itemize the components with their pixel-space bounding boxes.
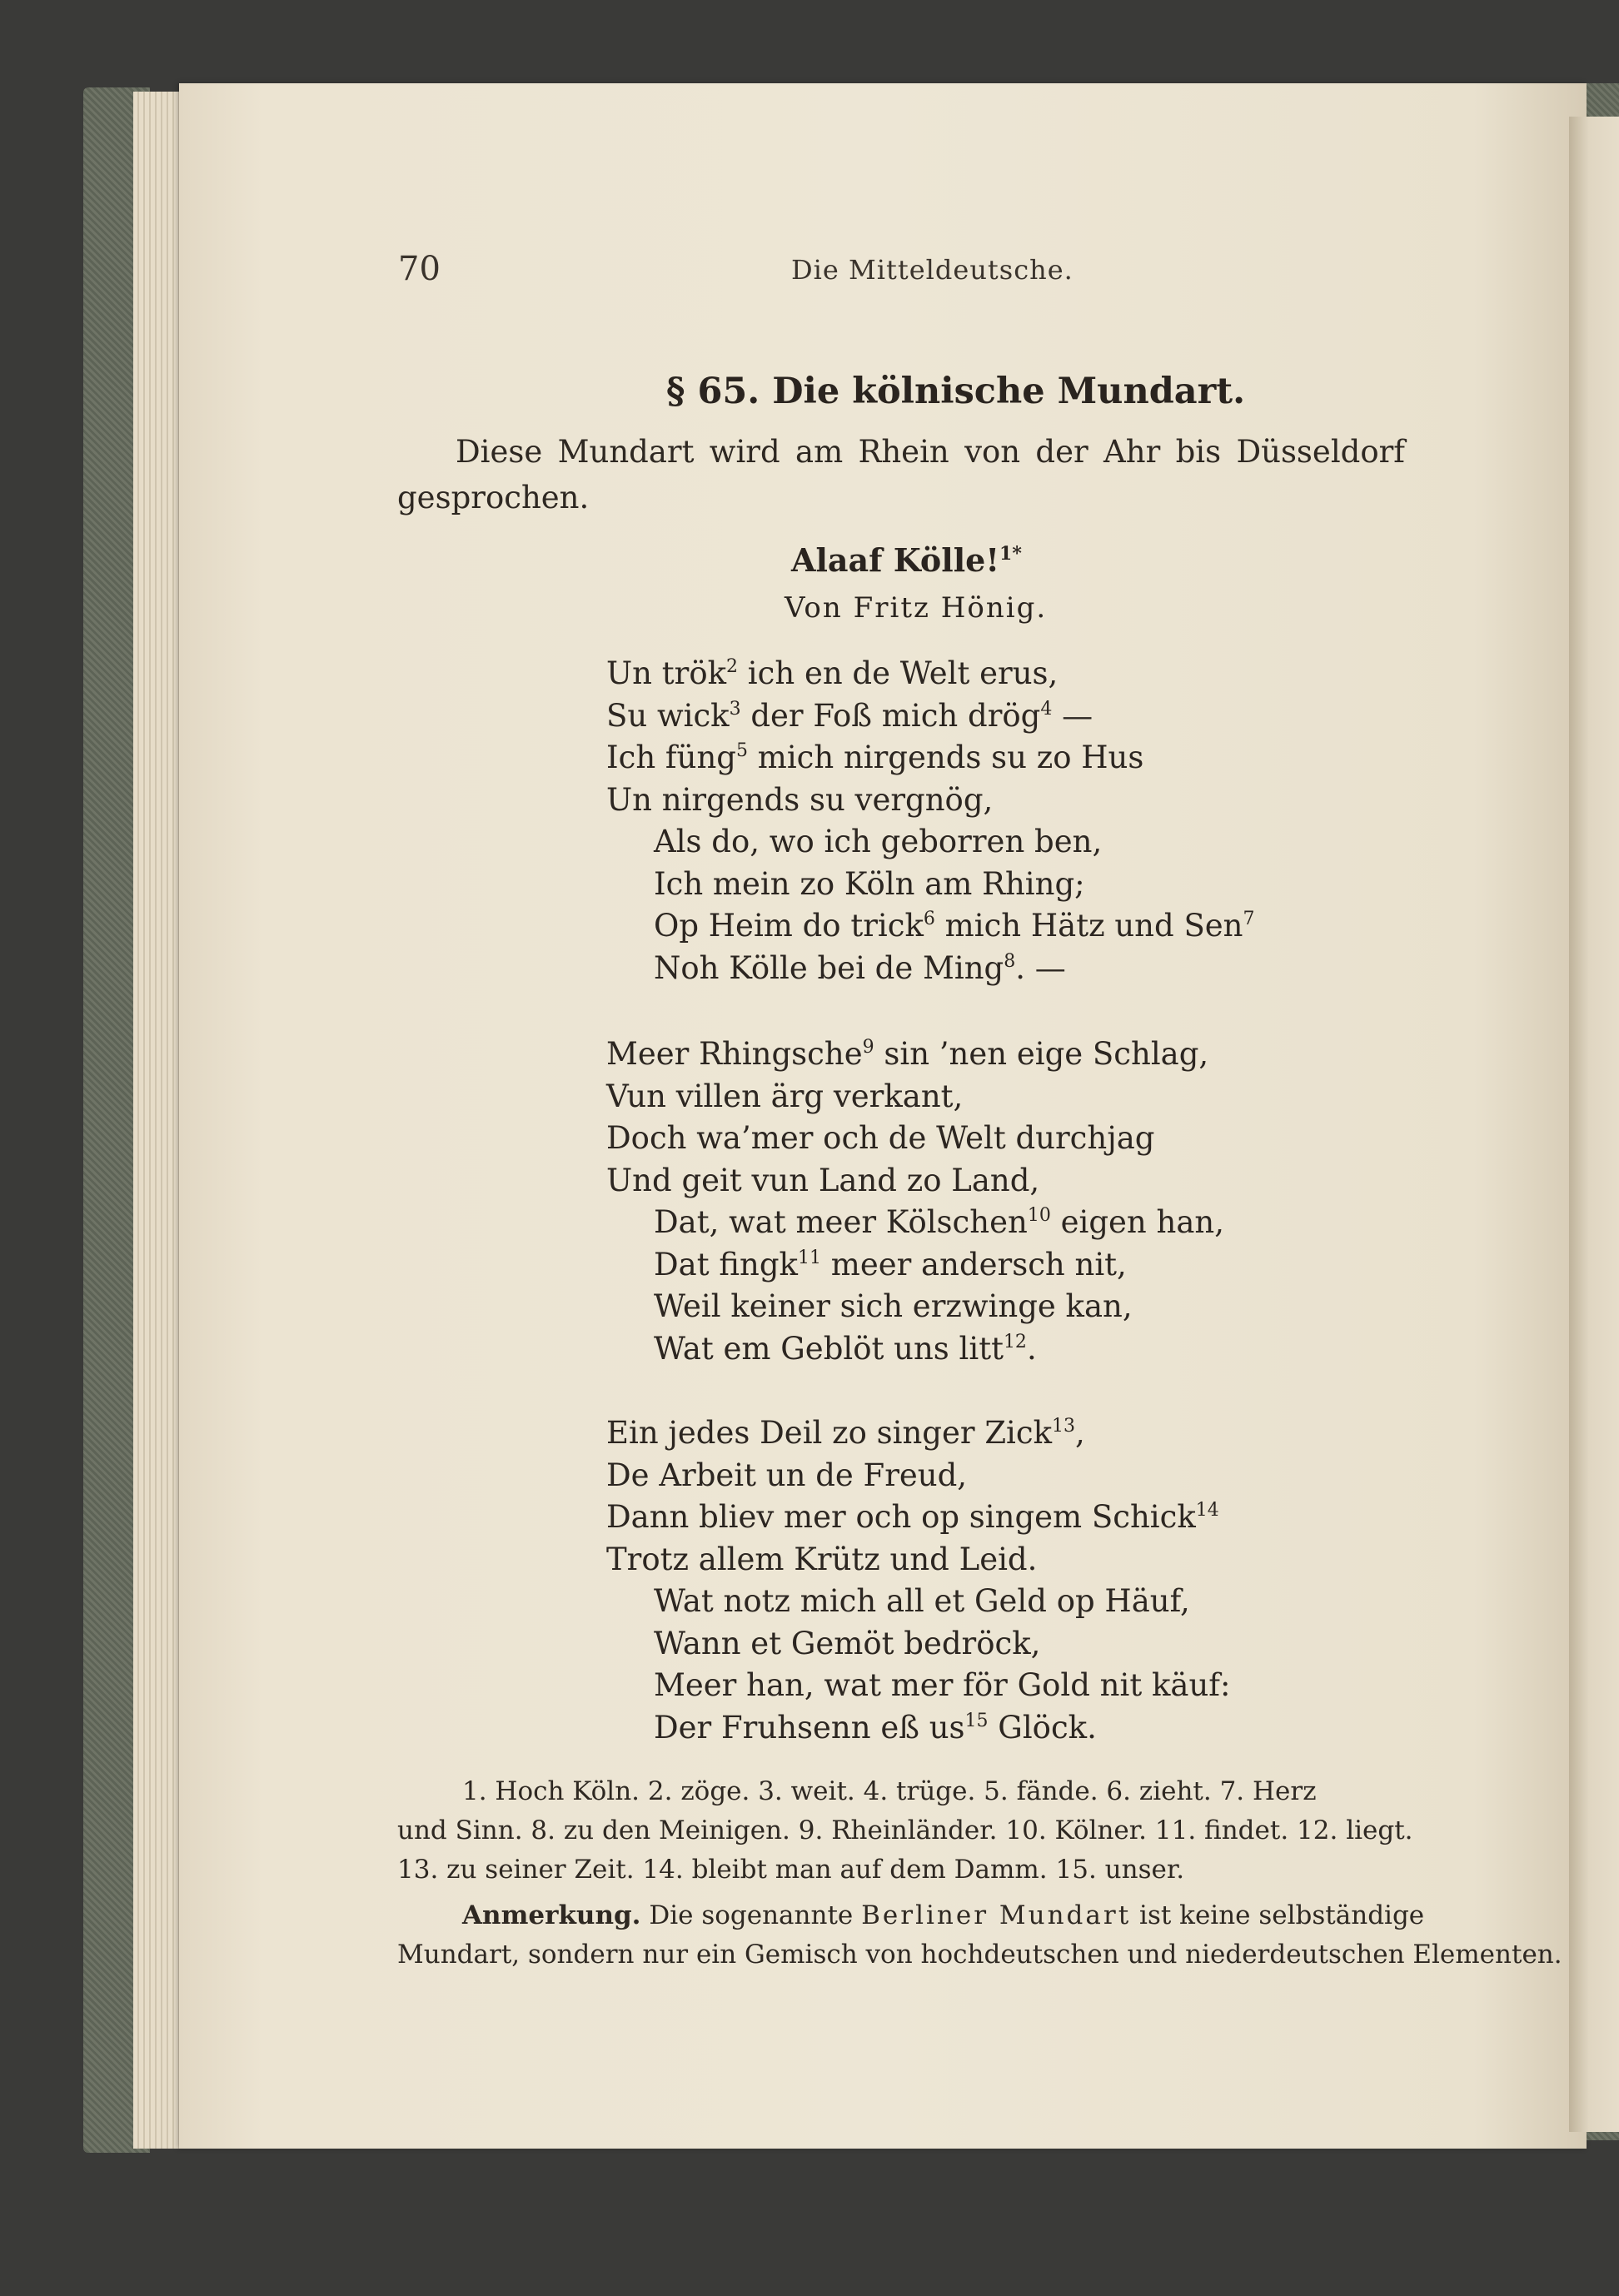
poem-line: Der Fruhsenn eß $us^{15}$ Glöck.: [654, 1709, 1097, 1746]
poem-title-note: 1*: [999, 543, 1022, 565]
poem-line: Weil keiner sich erzwinge kan,: [654, 1288, 1133, 1324]
footnote-marker: 8: [1004, 950, 1016, 972]
poem-line: Und geit vun Land zo Land,: [606, 1162, 1040, 1198]
remark-line: [397, 1896, 1425, 1935]
poem-line: Su wick$^3$ der Foß mich drög$^4$ —: [606, 697, 1093, 734]
poem-line: Meer han, wat mer för Gold nit käuf:: [654, 1667, 1231, 1703]
remark: [397, 1896, 1562, 1975]
footnotes: [397, 1772, 1413, 1890]
poem-line: Meer Rhingsche$^9$ sin ’nen eige Schlag,: [606, 1036, 1209, 1072]
footnote-marker: 14: [1195, 1500, 1219, 1521]
footnote-marker: 4: [1040, 698, 1053, 720]
poem-line: Wat em Geblöt uns litt$^{12}$.: [654, 1330, 1037, 1367]
poem-line: Trotz allem Krütz und Leid.: [606, 1541, 1038, 1577]
poem-line: Dat fingk$^{11}$ meer andersch nit,: [654, 1246, 1127, 1282]
poem-line: Noh Kölle bei de Ming$^8$. —: [654, 949, 1066, 986]
poem-line: De Arbeit un de Freud,: [606, 1457, 968, 1493]
section-title: § 65. Die kölnische Mundart.: [666, 371, 1246, 412]
footnote-marker: 11: [797, 1247, 821, 1268]
remark-text: ist keine selbständige: [1139, 1900, 1425, 1930]
remark-line: Mundart, sondern nur ein Gemisch von hochdeutschen und niederdeutschen Elementen.: [397, 1940, 1562, 1970]
footnote-marker: 12: [1003, 1331, 1027, 1352]
footnote-marker: 7: [1243, 909, 1255, 929]
section-intro: Diese Mundart wird am Rhein von der Ahr bis Düsseldorf gesprochen.: [397, 434, 1405, 515]
poem-line: Doch wa’mer och de Welt durchjag: [606, 1120, 1155, 1156]
poem-line: Wann et Gemöt bedröck,: [654, 1625, 1041, 1661]
footnote-marker: 2: [726, 656, 739, 677]
remark-label: Anmerkung.: [462, 1900, 641, 1930]
remark-emphasis: Berliner Mundart: [861, 1900, 1132, 1930]
footnote-marker: 9: [862, 1037, 874, 1058]
poem-line: Ich mein zo Köln am Rhing;: [654, 865, 1085, 902]
footnote-line: 13. zu seiner Zeit. 14. bleibt man auf dem Damm. 15. unser.: [397, 1855, 1185, 1885]
running-title: Die Mitteldeutsche.: [791, 254, 1074, 286]
poem-author: Von Fritz Hönig.: [785, 591, 1048, 625]
footnote-marker: 10: [1027, 1205, 1051, 1226]
footnote-marker: 13: [1052, 1416, 1076, 1437]
poem-line: Wat notz mich all et Geld op Häuf,: [654, 1583, 1190, 1619]
page-number: 70: [398, 250, 441, 288]
poem-line: Dann bliev mer och op singem Schick$^{14}$: [606, 1499, 1219, 1535]
poem-line: Ich füng$^5$ mich nirgends su zo Hus: [606, 740, 1144, 775]
footnote-marker: 6: [923, 909, 935, 929]
footnote-line: und Sinn. 8. zu den Meinigen. 9. Rheinländer. 10. Kölner. 11. findet. 12. liegt.: [397, 1815, 1413, 1845]
remark-text: Die sogenannte: [649, 1900, 854, 1930]
next-page-edge: [1569, 117, 1619, 2132]
footnote-marker: 3: [729, 698, 741, 720]
footnote-marker: 15: [964, 1710, 989, 1731]
poem-line: Ein jedes Deil zo singer Zick$^{13}$,: [606, 1415, 1085, 1451]
poem-line: Vun villen ärg verkant,: [606, 1078, 964, 1114]
footnote-marker: 5: [735, 740, 748, 761]
poem-line: Un nirgends su vergnög,: [606, 781, 994, 818]
poem-title: [791, 541, 1022, 579]
poem-line: Op Heim do trick$^6$ mich Hätz und Sen$^7$: [654, 908, 1255, 944]
poem-title-text: Alaaf Kölle!: [791, 541, 1000, 579]
poem-line: Dat, wat meer Kölschen$^{10}$ eigen han,: [654, 1204, 1224, 1240]
poem-line: Un trök$^2$ ich en de Welt erus,: [606, 655, 1059, 691]
poem-line: Als do, wo ich geborren ben,: [654, 824, 1103, 859]
footnote-line: 1. Hoch Köln. 2. zöge. 3. weit. 4. trüge. 5. fände. 6. zieht. 7. Herz: [462, 1776, 1317, 1806]
